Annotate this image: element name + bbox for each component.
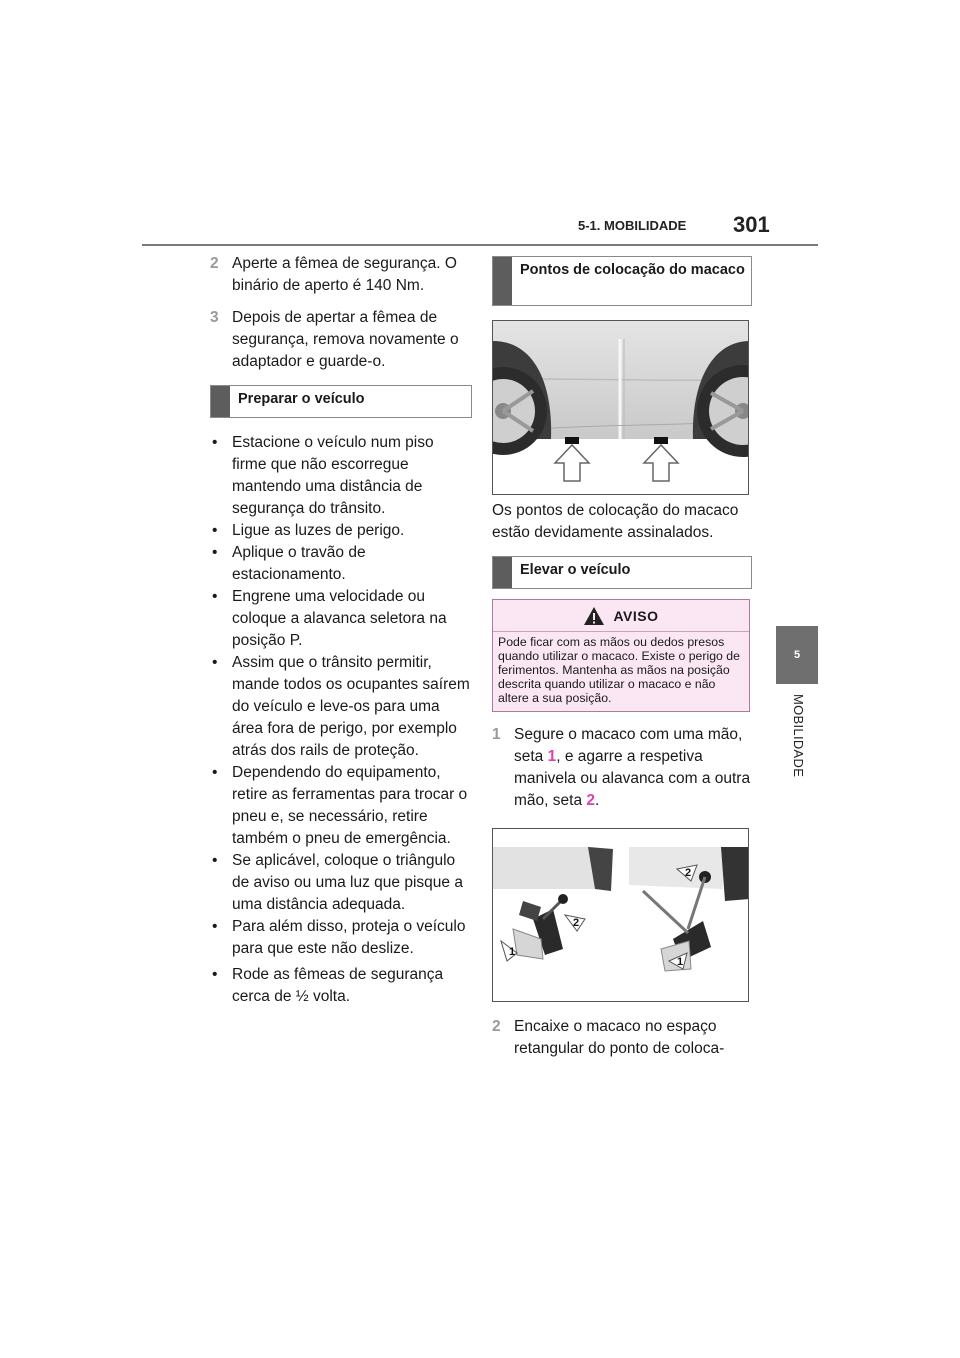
warning-box: [492, 599, 750, 712]
section-bar: [493, 257, 512, 305]
page-number: 301: [733, 212, 770, 237]
bullet-dot: •: [212, 654, 218, 671]
arrow-ref-1: 1: [547, 748, 557, 765]
list-item-text: Assim que o trânsito permitir, mande todos os ocupantes saírem do veículo e leve-os para uma área fora de perigo, por exemplo atrás dos rails de proteção.: [232, 654, 470, 759]
section-heading-pontos: [492, 256, 752, 306]
step-text-part: .: [595, 792, 600, 809]
list-item: [210, 542, 472, 586]
step-item: [492, 724, 752, 812]
list-item: [210, 964, 472, 1008]
bullet-dot: •: [212, 544, 218, 561]
list-item: [210, 850, 472, 916]
bullet-dot: •: [212, 764, 218, 781]
section-bar: [211, 386, 230, 417]
step-number: 1: [492, 726, 501, 743]
chapter-label: MOBILIDADE: [791, 694, 806, 778]
step-item: [210, 307, 472, 373]
list-item: [210, 762, 472, 850]
svg-text:1: 1: [677, 956, 684, 968]
section-title: Preparar o veículo: [238, 391, 365, 407]
section-heading-elevar: [492, 556, 752, 589]
bullet-dot: •: [212, 918, 218, 935]
figure-caption: Os pontos de colocação do macaco estão devidamente assinalados.: [492, 502, 739, 541]
list-item-text: Aplique o travão de estacionamento.: [232, 544, 366, 583]
arrow-ref-2: 2: [586, 792, 595, 809]
jack-handling-illustration: [492, 828, 749, 1002]
list-item: [210, 432, 472, 520]
bullet-list: [210, 432, 472, 1008]
left-column: [210, 253, 472, 1008]
jack-image: [493, 829, 749, 1002]
list-item: [210, 586, 472, 652]
list-item-text: Estacione o veículo num piso firme que não escorregue mantendo uma distância de segurança do trânsito.: [232, 434, 434, 517]
warning-header: [493, 600, 749, 632]
step-item: [492, 1016, 752, 1060]
warning-text: Pode ficar com as mãos ou dedos presos quando utilizar o macaco. Existe o perigo de ferimentos. Mantenha as mãos na posição descrita quando utilizar o macaco e não altere a sua posição.: [498, 635, 740, 705]
list-item-text: Se aplicável, coloque o triângulo de aviso ou uma luz que pisque a uma distância adequada.: [232, 852, 463, 913]
car-side-image: [493, 321, 749, 495]
list-item-text: Rode as fêmeas de segurança cerca de ½ volta.: [232, 966, 444, 1005]
section-bar: [493, 557, 512, 588]
svg-text:2: 2: [685, 867, 692, 879]
chapter-tab: 5: [776, 626, 818, 684]
bullet-dot: •: [212, 966, 218, 983]
section-heading-preparar: [210, 385, 472, 418]
step-text: Encaixe o macaco no espaço retangular do ponto de coloca-: [514, 1018, 725, 1057]
step-text: [514, 724, 752, 812]
list-item-text: Ligue as luzes de perigo.: [232, 522, 405, 539]
step-item: [210, 253, 472, 297]
right-column: [492, 256, 752, 1070]
header-divider: [142, 244, 818, 246]
list-item-text: Para além disso, proteja o veículo para que este não deslize.: [232, 918, 466, 957]
warning-title: AVISO: [613, 607, 659, 624]
step-text-part: Segure o macaco com uma mão, seta: [514, 726, 743, 765]
step-number: 3: [210, 309, 219, 326]
step-number: 2: [210, 255, 219, 272]
bullet-dot: •: [212, 852, 218, 869]
list-item: [210, 916, 472, 960]
jack-points-illustration: [492, 320, 749, 495]
list-item-text: Engrene uma velocidade ou coloque a alavanca seletora na posição P.: [232, 588, 447, 649]
list-item-text: Dependendo do equipamento, retire as ferramentas para trocar o pneu e, se necessário, retire também o pneu de emergência.: [232, 764, 468, 847]
step-text: Aperte a fêmea de segurança. O binário de aperto é 140 Nm.: [232, 255, 457, 294]
section-header: 5-1. MOBILIDADE: [578, 218, 687, 233]
step-number: 2: [492, 1018, 501, 1035]
svg-text:2: 2: [573, 917, 580, 929]
svg-text:1: 1: [509, 946, 516, 958]
section-title: Pontos de colocação do macaco: [520, 262, 745, 278]
step-text: Depois de apertar a fêmea de segurança, remova novamente o adaptador e guarde-o.: [232, 309, 459, 370]
section-title: Elevar o veículo: [520, 562, 631, 578]
list-item: [210, 652, 472, 762]
step-text-part: , e agarre a respetiva manivela ou alavanca com a outra mão, seta: [514, 748, 751, 809]
list-item: [210, 520, 472, 542]
bullet-dot: •: [212, 588, 218, 605]
bullet-dot: •: [212, 434, 218, 451]
warning-triangle-icon: [583, 606, 605, 626]
bullet-dot: •: [212, 522, 218, 539]
